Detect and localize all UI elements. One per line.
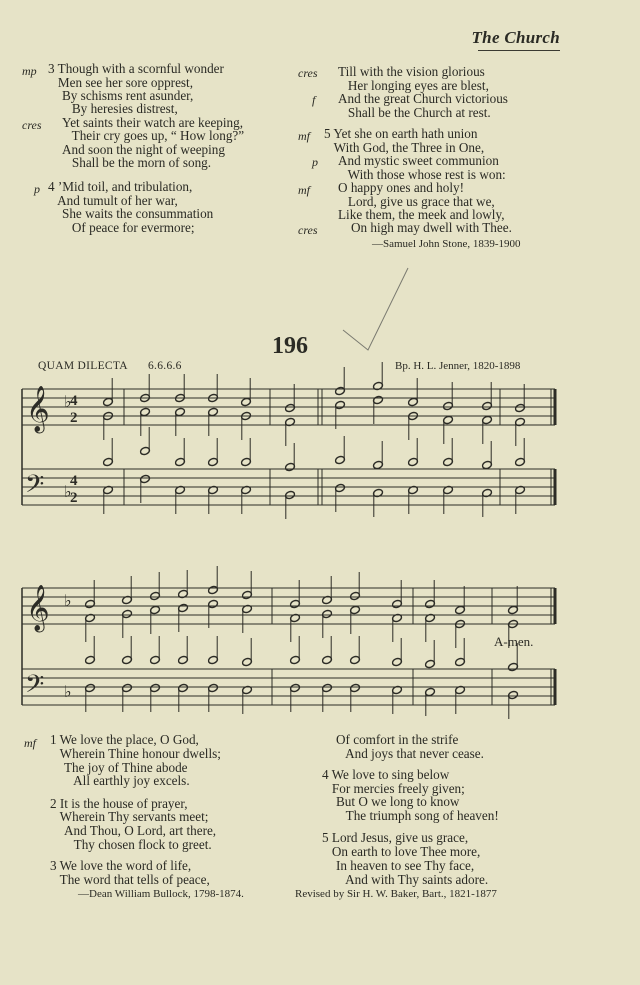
verse-line: 1 We love the place, O God,: [50, 732, 199, 747]
flat-sign-icon: ♭: [64, 392, 72, 411]
verse-line: All earthly joy excels.: [64, 773, 190, 788]
flat-sign-icon: ♭: [64, 482, 72, 501]
composer-attribution: Bp. H. L. Jenner, 1820-1898: [395, 360, 521, 372]
dynamic-mark: f: [312, 93, 316, 107]
verse-line: The triumph song of heaven!: [336, 808, 499, 823]
verse-line: She waits the consummation: [62, 206, 214, 221]
verse-line: And Thou, O Lord, art there,: [64, 823, 217, 838]
verse-line: Yet saints their watch are keeping,: [62, 115, 244, 130]
verse-line: 5 Lord Jesus, give us grace,: [322, 830, 469, 845]
hymn-number: 196: [272, 333, 308, 359]
dynamic-mark: p: [312, 155, 318, 169]
tune-name: QUAM DILECTA: [38, 360, 128, 372]
verse-line: But O we long to know: [336, 794, 460, 809]
verse-line: 3 Though with a scornful wonder: [48, 61, 224, 76]
verse-line: On earth to love Thee more,: [322, 844, 481, 859]
meter: 6.6.6.6: [148, 360, 182, 372]
treble-clef-icon: 𝄞: [26, 585, 50, 631]
dynamic-mark: cres: [298, 66, 318, 80]
verse-line: And the great Church victorious: [338, 91, 508, 106]
flat-sign-icon: ♭: [64, 682, 72, 701]
verse-line: And tumult of her war,: [48, 193, 178, 208]
verse-line: Their cry goes up, “ How long?”: [62, 128, 245, 143]
verse-line: With God, the Three in One,: [324, 140, 485, 155]
verse-line: Shall be the morn of song.: [62, 155, 212, 170]
verse-line: By heresies distrest,: [62, 101, 178, 116]
verse-line: Thy chosen flock to greet.: [64, 837, 212, 852]
author-attribution: —Samuel John Stone, 1839-1900: [372, 238, 521, 250]
verse-line: Wherein Thine honour dwells;: [50, 746, 221, 761]
dynamic-mark: mf: [298, 129, 310, 143]
dynamic-mark: cres: [22, 118, 42, 132]
verse-line: O happy ones and holy!: [338, 180, 464, 195]
verse-line: And mystic sweet communion: [338, 153, 499, 168]
time-signature: 2: [70, 410, 78, 426]
verse-line: 5 Yet she on earth hath union: [324, 126, 478, 141]
section-header: The Church: [471, 28, 560, 47]
dynamic-mark: mf: [298, 183, 310, 197]
verse-line: Lord, give us grace that we,: [338, 194, 495, 209]
verse-line: Men see her sore opprest,: [48, 75, 194, 90]
verse-line: 2 It is the house of prayer,: [50, 796, 188, 811]
verse-line: The joy of Thine abode: [64, 760, 188, 775]
dynamic-mark: mf: [24, 736, 36, 750]
author-attribution: Revised by Sir H. W. Baker, Bart., 1821-1877: [295, 888, 497, 900]
verse-line: On high may dwell with Thee.: [351, 220, 512, 235]
author-attribution: —Dean William Bullock, 1798-1874.: [78, 888, 244, 900]
treble-clef-icon: 𝄞: [26, 386, 50, 432]
verse-line: And soon the night of weeping: [62, 142, 225, 157]
verse-line: With those whose rest is won:: [338, 167, 506, 182]
time-signature: 4: [70, 473, 78, 489]
verse-line: In heaven to see Thy face,: [336, 858, 475, 873]
time-signature: 2: [70, 490, 78, 506]
dynamic-mark: mp: [22, 64, 37, 78]
verse-line: 4 We love to sing below: [322, 767, 450, 782]
verse-line: Of peace for evermore;: [62, 220, 195, 235]
verse-line: The word that tells of peace,: [50, 872, 210, 887]
verse-line: Shall be the Church at rest.: [338, 105, 491, 120]
time-signature: 4: [70, 393, 78, 409]
verse-line: Of comfort in the strife: [336, 732, 459, 747]
verse-line: 4 ’Mid toil, and tribulation,: [48, 179, 193, 194]
flat-sign-icon: ♭: [64, 591, 72, 610]
verse-line: Like them, the meek and lowly,: [338, 207, 505, 222]
verse-line: Wherein Thy servants meet;: [50, 809, 209, 824]
verse-line: And joys that never cease.: [336, 746, 484, 761]
bass-clef-icon: 𝄢: [25, 670, 45, 705]
verse-line: 3 We love the word of life,: [50, 858, 192, 873]
pencil-mark: [343, 268, 408, 350]
amen-text: A-men.: [494, 634, 534, 649]
dynamic-mark: p: [34, 182, 40, 196]
dynamic-mark: cres: [298, 223, 318, 237]
verse-line: Till with the vision glorious: [338, 64, 485, 79]
verse-line: And with Thy saints adore.: [336, 872, 489, 887]
verse-line: Her longing eyes are blest,: [338, 78, 489, 93]
verse-line: For mercies freely given;: [322, 781, 465, 796]
verse-line: By schisms rent asunder,: [62, 88, 194, 103]
bass-clef-icon: 𝄢: [25, 470, 45, 505]
